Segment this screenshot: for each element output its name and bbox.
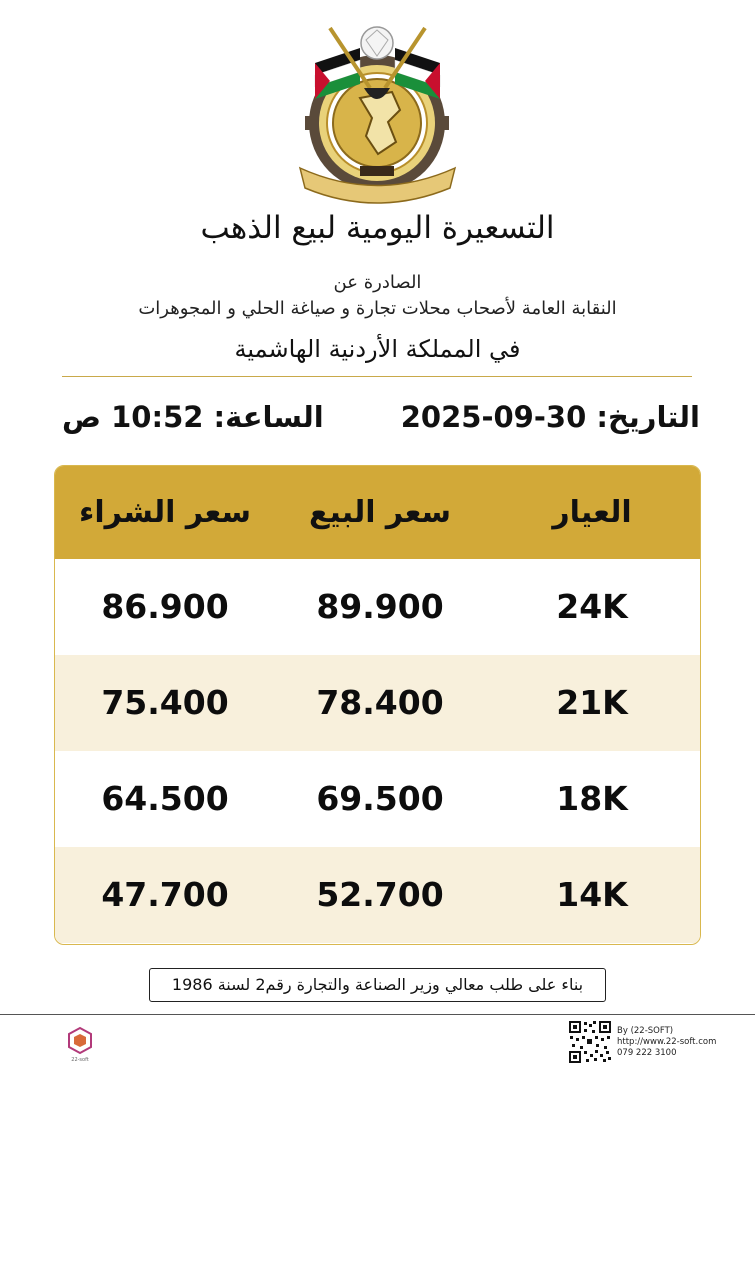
karat-cell: 21K <box>556 683 628 722</box>
ministry-note: بناء على طلب معالي وزير الصناعة والتجارة رقم2 لسنة 1986 <box>149 968 606 1002</box>
credit-phone: 079 222 3100 <box>617 1048 677 1058</box>
date-time-row <box>0 400 755 444</box>
table-row <box>55 559 700 655</box>
gold-divider <box>62 376 692 377</box>
sell-price-cell: 78.400 <box>316 683 444 722</box>
table-row <box>55 847 700 943</box>
22-soft-logo-icon <box>66 1026 94 1064</box>
table-row <box>55 655 700 751</box>
buy-price-cell: 64.500 <box>101 779 229 818</box>
issued-by-text: الصادرة عن <box>333 272 422 293</box>
buy-price-cell: 75.400 <box>101 683 229 722</box>
credit-url[interactable]: http://www.22-soft.com <box>617 1037 717 1047</box>
karat-cell: 24K <box>556 587 628 626</box>
sell-price-cell: 89.900 <box>316 587 444 626</box>
sell-price-cell: 52.700 <box>316 875 444 914</box>
karat-cell: 14K <box>556 875 628 914</box>
header-buy-price: سعر الشراء <box>79 495 251 530</box>
qr-code-icon[interactable] <box>568 1020 612 1064</box>
header-sell-price: سعر البيع <box>308 495 452 530</box>
credit-by: By (22-SOFT) <box>617 1026 674 1036</box>
footer-divider <box>0 1014 755 1015</box>
table-header <box>55 466 700 559</box>
buy-price-cell: 86.900 <box>101 587 229 626</box>
header-karat: العيار <box>552 495 632 530</box>
karat-cell: 18K <box>556 779 628 818</box>
sell-price-cell: 69.500 <box>316 779 444 818</box>
soft-logo-label: 22-soft <box>71 1057 89 1063</box>
page-title: التسعيرة اليومية لبيع الذهب <box>200 210 555 246</box>
time-text: الساعة: 10:52 ص <box>62 400 324 434</box>
union-name-text: النقابة العامة لأصحاب محلات تجارة و صياغة الحلي و المجوهرات <box>138 298 617 319</box>
buy-price-cell: 47.700 <box>101 875 229 914</box>
date-text: التاريخ: 30-09-2025 <box>400 400 700 434</box>
kingdom-text: في المملكة الأردنية الهاشمية <box>234 335 521 363</box>
price-table <box>54 465 701 945</box>
union-emblem-logo <box>290 18 465 208</box>
developer-credit <box>617 1026 716 1059</box>
table-row <box>55 751 700 847</box>
